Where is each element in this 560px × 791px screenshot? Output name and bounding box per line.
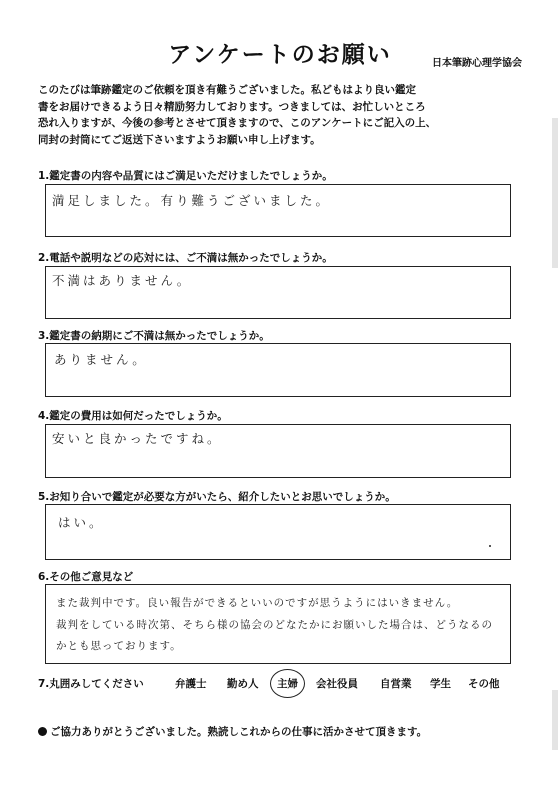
answer-box-5[interactable] (45, 504, 511, 560)
answer-box-6[interactable] (45, 584, 511, 664)
answer-5-text: はい。 (58, 515, 105, 530)
question-3-label: 3.鑑定書の納期にご不満は無かったでしょうか。 (38, 330, 270, 342)
question-4-label: 4.鑑定の費用は如何だったでしょうか。 (38, 410, 228, 422)
intro-line: 同封の封筒にてご返送下さいますようお願い申し上げます。 (38, 133, 321, 146)
page-title: アンケートのお願い (168, 42, 392, 68)
answer-box-3[interactable] (45, 343, 511, 397)
question-7-label: 7.丸囲みしてください (38, 678, 144, 690)
answer-6-line-1: また裁判中です。良い報告ができるといいのですが思うようにはいきません。 (56, 597, 459, 609)
intro-line: このたびは筆跡鑑定のご依頼を頂き有難うございました。私どもはより良い鑑定 (38, 84, 416, 96)
option-lawyer[interactable]: 弁護士 (175, 678, 207, 690)
option-self-employed[interactable]: 自営業 (380, 678, 412, 690)
question-6-label: 6.その他ご意見など (38, 571, 134, 583)
answer-6-line-3: かとも思っております。 (56, 640, 182, 652)
organization-name: 日本筆跡心理学協会 (432, 58, 522, 69)
answer-1-text: 満足しました。有り難うございました。 (52, 193, 332, 208)
scan-edge-shadow (552, 690, 558, 750)
answer-6-line-2: 裁判をしている時次第、そちら様の協会のどなたかにお願いした場合は、どうなるの (56, 619, 493, 631)
question-2-label: 2.電話や説明などの応対には、ご不満は無かったでしょうか。 (38, 252, 333, 264)
answer-4-text: 安いと良かったですね。 (52, 431, 223, 446)
intro-line: 恐れ入りますが、今後の参考とさせて頂きますので、このアンケートにご記入の上、 (38, 117, 437, 129)
question-5-label: 5.お知り合いで鑑定が必要な方がいたら、紹介したいとお思いでしょうか。 (38, 491, 396, 503)
option-housewife-selected[interactable]: 主婦 (277, 678, 298, 690)
answer-2-text: 不満はありません。 (52, 273, 193, 288)
scan-edge-shadow (552, 118, 558, 268)
option-other[interactable]: その他 (468, 678, 500, 690)
answer-box-1[interactable] (45, 184, 511, 237)
answer-box-4[interactable] (45, 424, 511, 478)
option-employee[interactable]: 勤め人 (227, 678, 259, 690)
option-student[interactable]: 学生 (430, 678, 451, 690)
answer-box-2[interactable] (45, 266, 511, 319)
footer-text: ご協力ありがとうございました。熟読しこれからの仕事に活かさせて頂きます。 (50, 726, 428, 738)
option-executive[interactable]: 会社役員 (316, 678, 358, 690)
bullet-icon (38, 727, 47, 736)
pen-mark (489, 545, 491, 547)
intro-line: 書をお届けできるよう日々精励努力しております。つきましては、お忙しいところ (38, 100, 426, 113)
question-1-label: 1.鑑定書の内容や品質にはご満足いただけましたでしょうか。 (38, 170, 333, 182)
intro-text (38, 82, 530, 148)
answer-3-text: ありません。 (54, 352, 148, 367)
footer-message (38, 724, 427, 739)
